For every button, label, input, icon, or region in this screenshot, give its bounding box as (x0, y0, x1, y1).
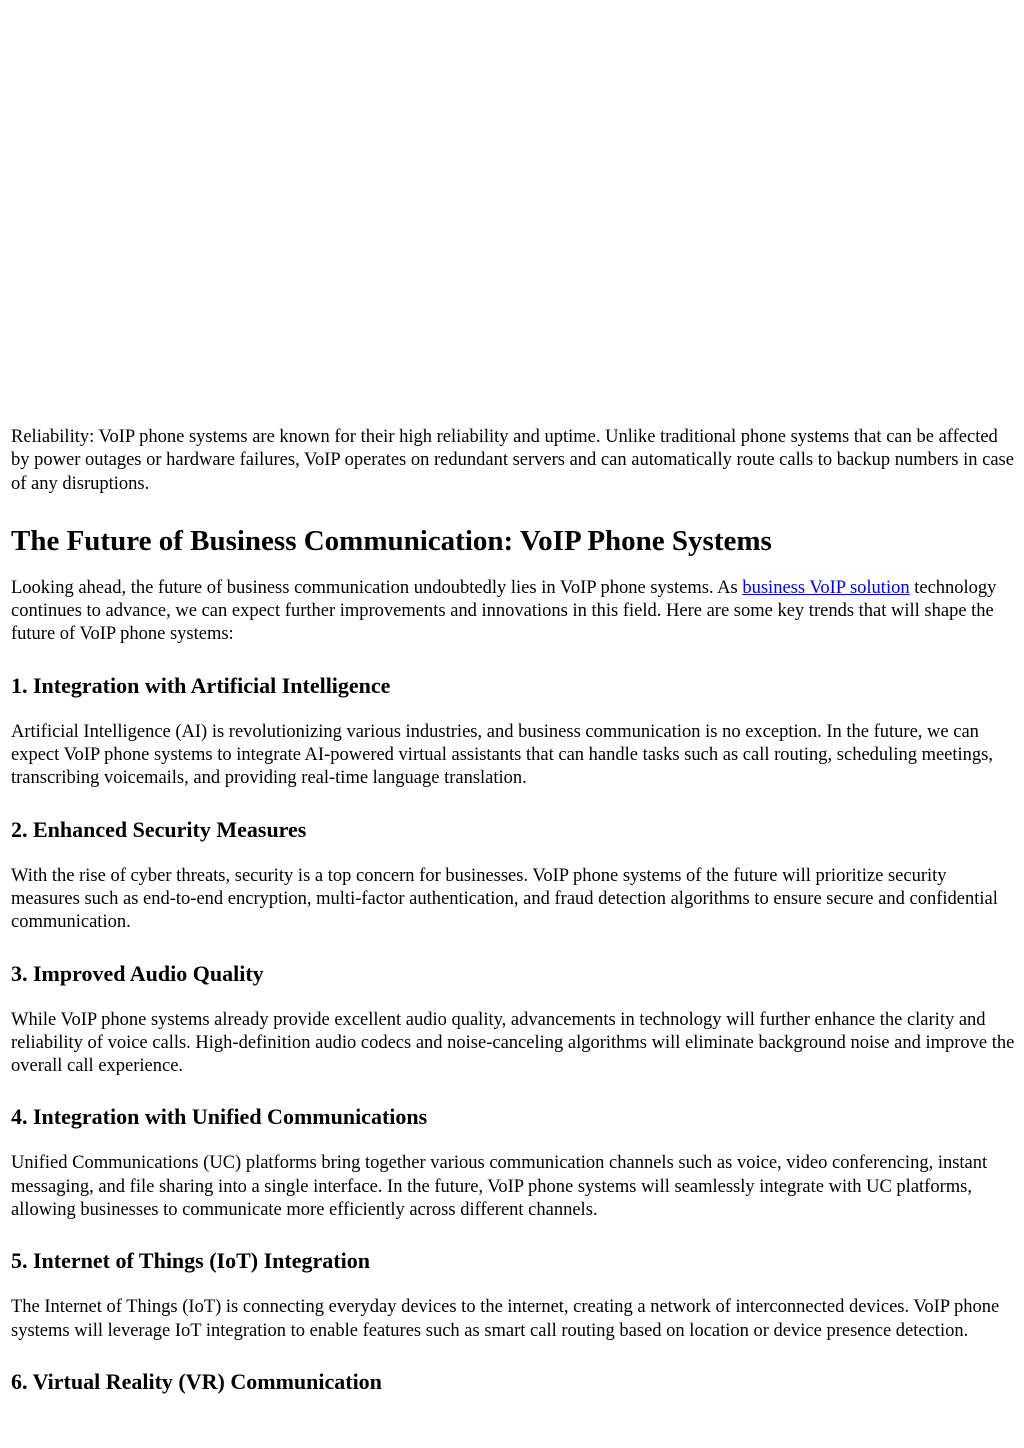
section-body-audio: While VoIP phone systems already provide excellent audio quality, advancements in technology will further enhance the clarity and reliability of voice calls. High-definition audio codecs and noise-canceling algorithms will eliminate background noise and improve the overall call experience. (11, 1009, 1015, 1077)
business-voip-solution-link[interactable]: business VoIP solution (742, 577, 910, 598)
section-heading-uc: 4. Integration with Unified Communications (11, 1104, 428, 1130)
section-heading-iot: 5. Internet of Things (IoT) Integration (11, 1248, 370, 1274)
lead-text-after-link: technology continues to advance, we can expect further improvements and innovations in this field. Here are some key trends that will shape the future of VoIP phone systems: (11, 577, 997, 645)
lead-text-before-link: Looking ahead, the future of business communication undoubtedly lies in VoIP phone systems. As (11, 577, 743, 598)
section-body-ai: Artificial Intelligence (AI) is revolutionizing various industries, and business communication is no exception. In the future, we can expect VoIP phone systems to integrate AI-powered virtual assistants that can handle tasks such as call routing, scheduling meetings, transcribing voicemails, and providing real-time language translation. (11, 721, 993, 789)
main-heading: The Future of Business Communication: VoIP Phone Systems (11, 524, 772, 557)
section-body-iot: The Internet of Things (IoT) is connecting everyday devices to the internet, creating a network of interconnected devices. VoIP phone systems will leverage IoT integration to enable features such as smart call routing based on location or device presence detection. (11, 1297, 1000, 1341)
section-body-uc: Unified Communications (UC) platforms bring together various communication channels such as voice, video conferencing, instant messaging, and file sharing into a single interface. In the future, VoIP phone systems will seamlessly integrate with UC platforms, allowing businesses to communicate more efficiently across different channels. (11, 1153, 988, 1221)
section-heading-security: 2. Enhanced Security Measures (11, 816, 307, 842)
section-heading-audio: 3. Improved Audio Quality (11, 960, 264, 986)
section-body-security: With the rise of cyber threats, security is a top concern for businesses. VoIP phone systems of the future will prioritize security measures such as end-to-end encryption, multi-factor authentication, and fraud detection algorithms to ensure secure and confidential communication. (11, 865, 998, 933)
lead-paragraph (11, 577, 1017, 647)
section-heading-ai: 1. Integration with Artificial Intelligence (11, 672, 391, 698)
document-body (11, 426, 1017, 1396)
section-heading-vr: 6. Virtual Reality (VR) Communication (11, 1368, 382, 1394)
intro-paragraph: Reliability: VoIP phone systems are known for their high reliability and uptime. Unlike traditional phone systems that can be affected by power outages or hardware failures, VoIP operates on redundant servers and can automatically route calls to backup numbers in case of any disruptions. (11, 427, 1014, 494)
